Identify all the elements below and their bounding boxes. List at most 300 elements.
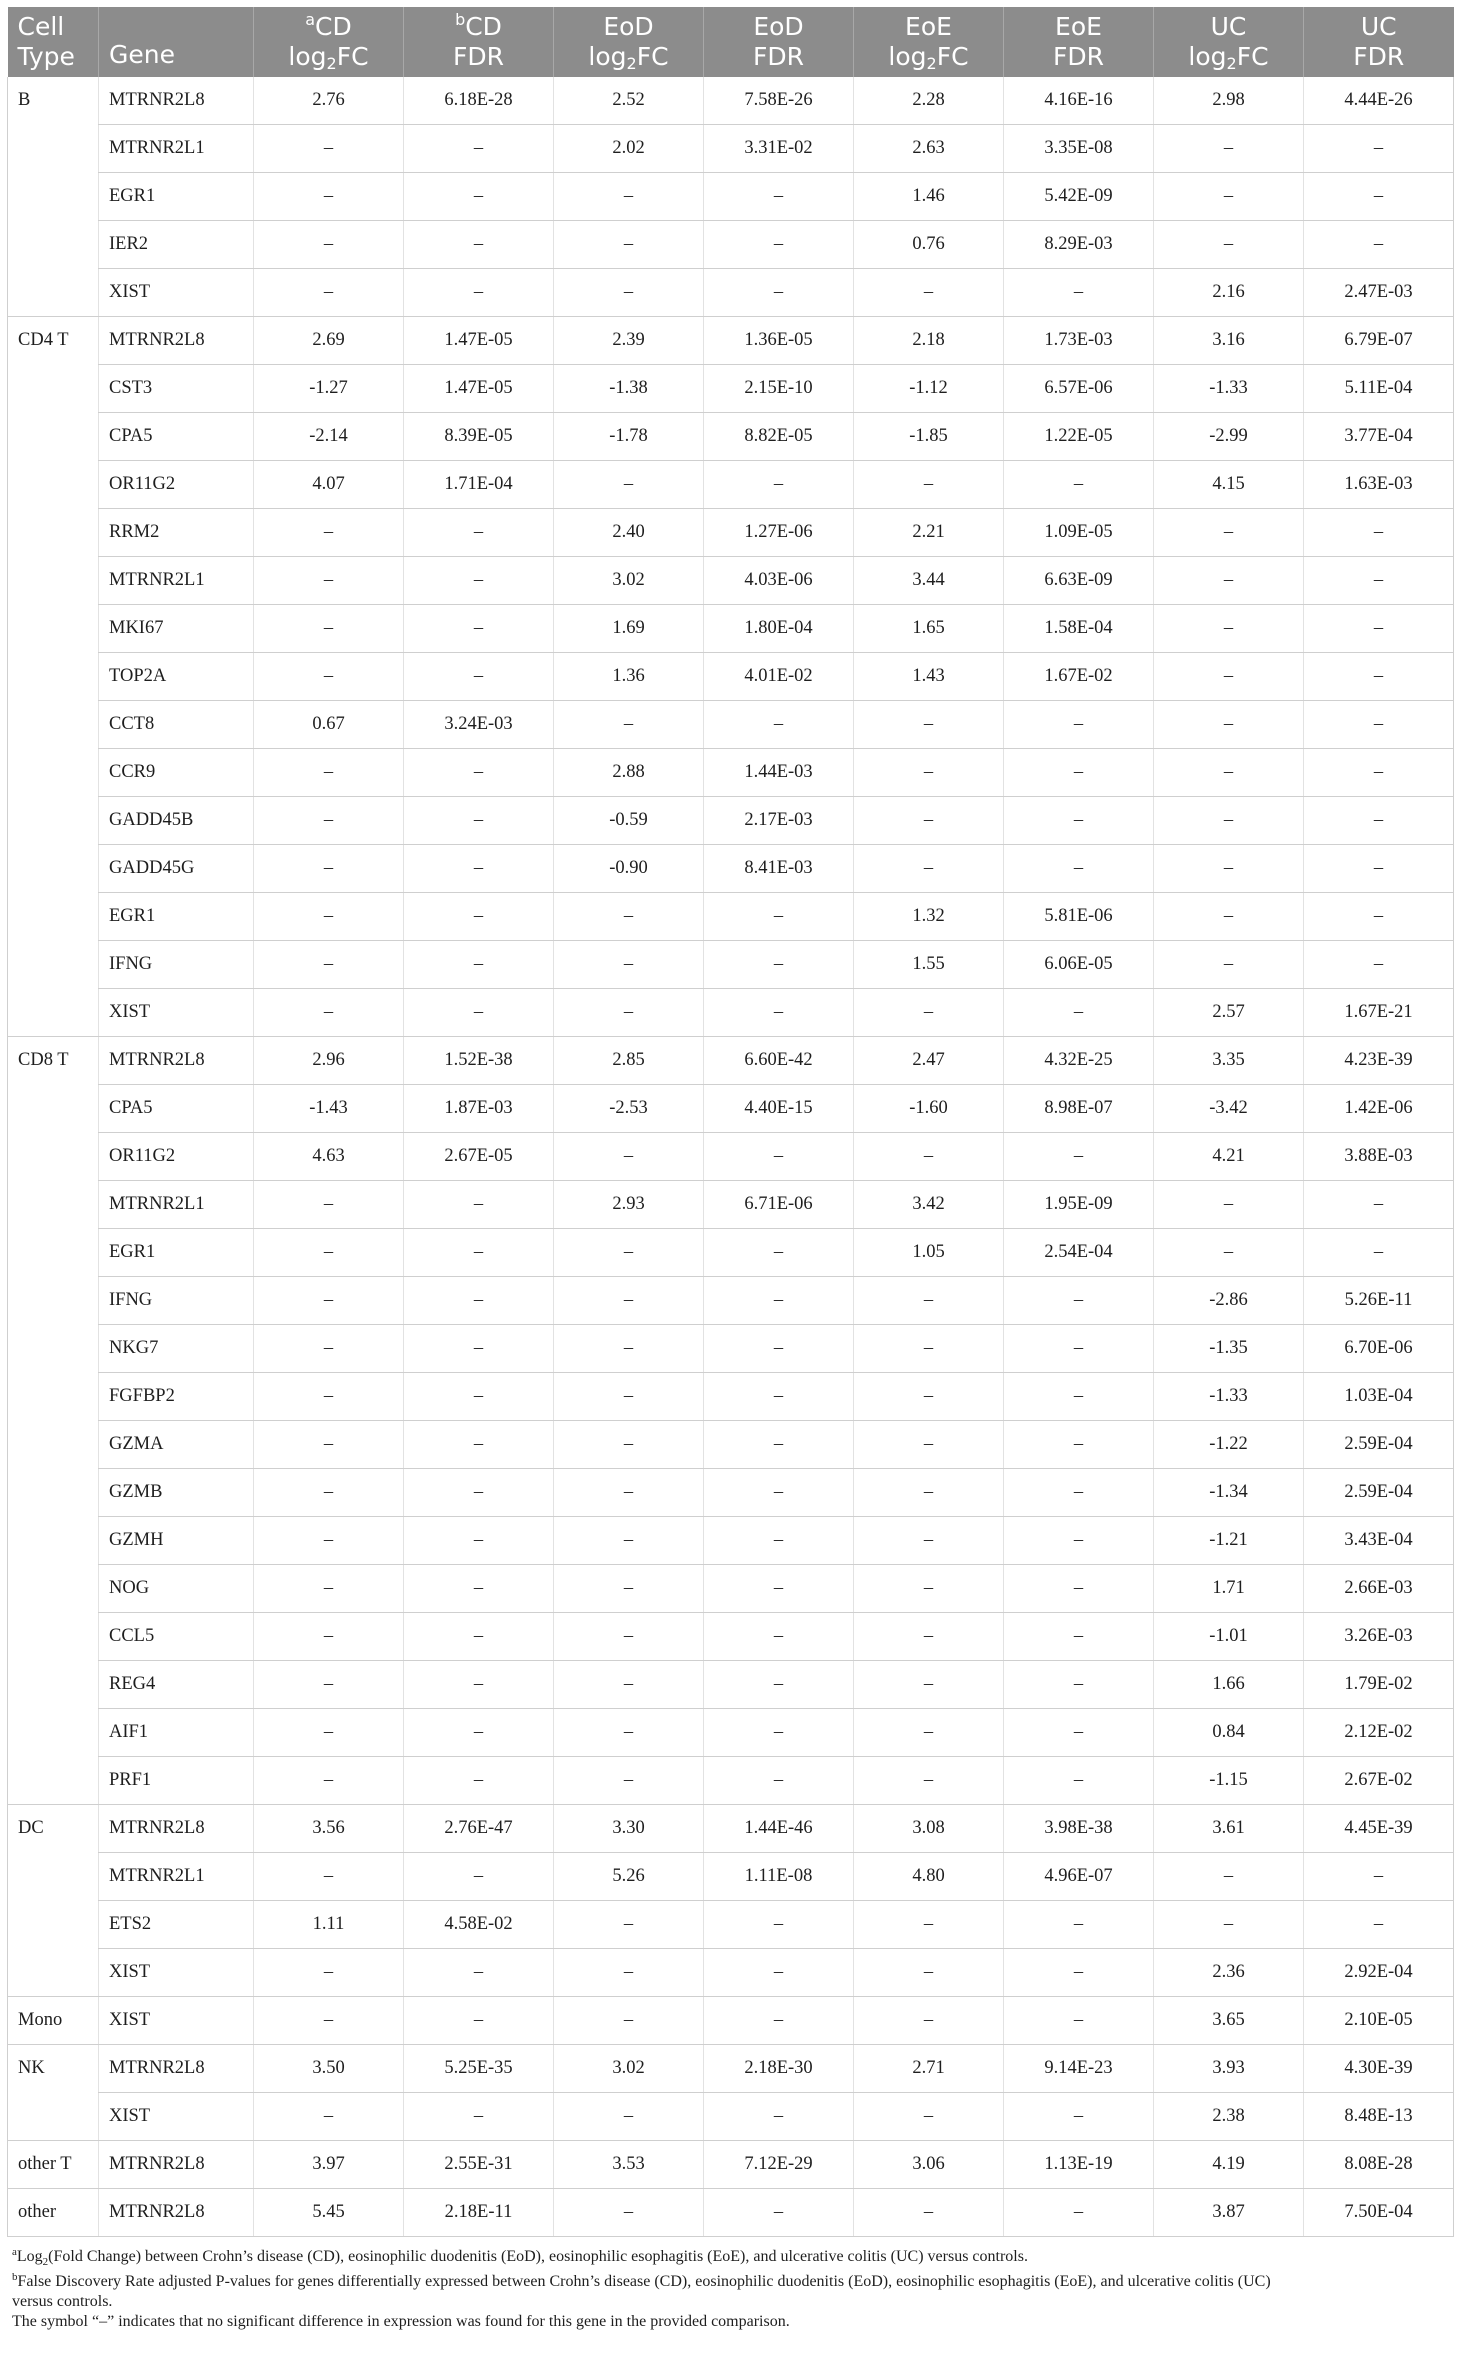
value-cell: – [1004,1661,1154,1709]
table-row [8,317,1454,365]
value-cell: 2.71 [854,2045,1004,2093]
cell-type-cell [8,941,99,989]
table-row [8,1613,1454,1661]
value-cell: – [404,1709,554,1757]
value-cell: – [1004,1949,1154,1997]
value-cell: – [854,269,1004,317]
header-uc-log2fc: UC $\log_2FC$ [1154,7,1304,77]
value-cell: – [404,1853,554,1901]
value-cell: – [404,1277,554,1325]
cell-type-cell [8,653,99,701]
value-cell: – [554,941,704,989]
cell-type-cell [8,1277,99,1325]
value-cell: 3.16 [1154,317,1304,365]
value-cell: 1.58E-04 [1004,605,1154,653]
value-cell: 4.58E-02 [404,1901,554,1949]
value-cell: 3.61 [1154,1805,1304,1853]
gene-cell: MTRNR2L8 [99,1805,254,1853]
cell-type-cell [8,749,99,797]
value-cell: – [254,845,404,893]
value-cell: 4.21 [1154,1133,1304,1181]
cell-type-cell [8,1133,99,1181]
gene-cell: GZMA [99,1421,254,1469]
value-cell: – [1004,1469,1154,1517]
value-cell: – [854,1517,1004,1565]
value-cell: – [254,1421,404,1469]
cell-type-cell [8,461,99,509]
cell-type-cell [8,173,99,221]
gene-cell: XIST [99,2093,254,2141]
value-cell: – [404,1325,554,1373]
cell-type-cell [8,1373,99,1421]
value-cell: – [254,1757,404,1805]
gene-cell: MTRNR2L1 [99,557,254,605]
value-cell: 4.07 [254,461,404,509]
table-row [8,509,1454,557]
value-cell: 1.27E-06 [704,509,854,557]
table-row [8,1229,1454,1277]
value-cell: -1.12 [854,365,1004,413]
value-cell: – [554,269,704,317]
table-row [8,1853,1454,1901]
gene-cell: EGR1 [99,893,254,941]
gene-cell: CPA5 [99,413,254,461]
value-cell: – [1004,1325,1154,1373]
value-cell: 0.76 [854,221,1004,269]
value-cell: -1.38 [554,365,704,413]
value-cell: – [1304,557,1454,605]
value-cell: 7.58E-26 [704,77,854,125]
cell-type-cell: NK [8,2045,99,2093]
cell-type-cell: Mono [8,1997,99,2045]
value-cell: 9.14E-23 [1004,2045,1154,2093]
value-cell: – [254,125,404,173]
value-cell: – [1304,797,1454,845]
table-row [8,173,1454,221]
value-cell: 3.02 [554,2045,704,2093]
value-cell: 1.47E-05 [404,365,554,413]
value-cell: – [854,2189,1004,2237]
value-cell: – [1304,173,1454,221]
cell-type-cell: other T [8,2141,99,2189]
value-cell: – [704,701,854,749]
table-row [8,2045,1454,2093]
value-cell: – [854,1949,1004,1997]
value-cell: -1.78 [554,413,704,461]
table-row [8,701,1454,749]
gene-cell: GZMB [99,1469,254,1517]
table-body [8,77,1454,2237]
table-row [8,1757,1454,1805]
value-cell: 2.10E-05 [1304,1997,1454,2045]
value-cell: -0.59 [554,797,704,845]
value-cell: 1.66 [1154,1661,1304,1709]
table-row [8,1565,1454,1613]
value-cell: 1.03E-04 [1304,1373,1454,1421]
value-cell: – [254,2093,404,2141]
value-cell: – [854,1661,1004,1709]
value-cell: 2.63 [854,125,1004,173]
value-cell: – [254,509,404,557]
value-cell: 2.15E-10 [704,365,854,413]
cell-type-cell: DC [8,1805,99,1853]
gene-cell: FGFBP2 [99,1373,254,1421]
gene-cell: MTRNR2L1 [99,125,254,173]
value-cell: – [404,1469,554,1517]
header-cell-type: Cell Type [8,7,99,77]
value-cell: – [254,1229,404,1277]
cell-type-cell [8,893,99,941]
value-cell: – [854,461,1004,509]
value-cell: 2.36 [1154,1949,1304,1997]
value-cell: – [704,461,854,509]
value-cell: – [854,1469,1004,1517]
gene-cell: EGR1 [99,1229,254,1277]
value-cell: – [1304,125,1454,173]
footnote-symbol: The symbol “–” indicates that no significant difference in expression was found for this gene in the provided comparison. [12,2313,790,2331]
value-cell: – [1154,1229,1304,1277]
value-cell: 4.01E-02 [704,653,854,701]
value-cell: – [1004,1757,1154,1805]
value-cell: – [704,941,854,989]
value-cell: – [404,557,554,605]
value-cell: 1.36E-05 [704,317,854,365]
value-cell: 5.81E-06 [1004,893,1154,941]
value-cell: – [854,1709,1004,1757]
table-row [8,1325,1454,1373]
value-cell: – [254,1325,404,1373]
value-cell: – [404,221,554,269]
value-cell: – [704,1901,854,1949]
value-cell: – [1304,749,1454,797]
value-cell: – [1004,749,1154,797]
value-cell: – [404,845,554,893]
cell-type-cell [8,125,99,173]
value-cell: – [254,173,404,221]
value-cell: – [1004,1421,1154,1469]
value-cell: – [404,941,554,989]
value-cell: -1.22 [1154,1421,1304,1469]
gene-cell: OR11G2 [99,1133,254,1181]
value-cell: 8.39E-05 [404,413,554,461]
cell-type-cell [8,1709,99,1757]
value-cell: – [404,1661,554,1709]
value-cell: – [1304,893,1454,941]
value-cell: 5.45 [254,2189,404,2237]
value-cell: 1.87E-03 [404,1085,554,1133]
value-cell: -2.53 [554,1085,704,1133]
value-cell: – [254,605,404,653]
value-cell: – [704,1565,854,1613]
value-cell: – [1004,1517,1154,1565]
value-cell: 8.08E-28 [1304,2141,1454,2189]
value-cell: – [404,1997,554,2045]
gene-cell: NKG7 [99,1325,254,1373]
value-cell: 2.18 [854,317,1004,365]
value-cell: 2.21 [854,509,1004,557]
value-cell: – [704,1613,854,1661]
value-cell: – [404,653,554,701]
value-cell: 1.13E-19 [1004,2141,1154,2189]
gene-cell: XIST [99,1949,254,1997]
table-row [8,365,1454,413]
value-cell: – [404,1949,554,1997]
value-cell: – [554,1613,704,1661]
value-cell: – [404,893,554,941]
value-cell: -1.33 [1154,365,1304,413]
value-cell: – [854,1997,1004,2045]
value-cell: – [1154,221,1304,269]
value-cell: – [554,1757,704,1805]
table-row [8,1469,1454,1517]
value-cell: 3.42 [854,1181,1004,1229]
cell-type-cell [8,2093,99,2141]
value-cell: 6.06E-05 [1004,941,1154,989]
value-cell: – [254,1709,404,1757]
value-cell: – [404,1757,554,1805]
gene-cell: GADD45G [99,845,254,893]
cell-type-cell [8,1325,99,1373]
value-cell: 2.85 [554,1037,704,1085]
value-cell: 1.11 [254,1901,404,1949]
value-cell: 1.79E-02 [1304,1661,1454,1709]
gene-cell: RRM2 [99,509,254,557]
value-cell: – [704,173,854,221]
value-cell: 6.57E-06 [1004,365,1154,413]
cell-type-cell [8,989,99,1037]
value-cell: 1.67E-02 [1004,653,1154,701]
footnotes [7,2247,1453,2332]
value-cell: 3.88E-03 [1304,1133,1454,1181]
cell-type-cell [8,797,99,845]
cell-type-cell [8,1613,99,1661]
value-cell: – [1304,845,1454,893]
footnote-a: $^a$Log$_2$(Fold Change) between Crohn’s disease (CD), eosinophilic duodenitis (EoD), eosinophilic esophagitis (EoE), and ulcerative colitis (UC) versus controls. [12,2246,1028,2269]
value-cell: 4.30E-39 [1304,2045,1454,2093]
value-cell: – [1304,221,1454,269]
value-cell: – [554,1469,704,1517]
gene-cell: ETS2 [99,1901,254,1949]
value-cell: – [254,749,404,797]
value-cell: 2.18E-11 [404,2189,554,2237]
value-cell: 2.16 [1154,269,1304,317]
value-cell: – [1304,653,1454,701]
table-row [8,1949,1454,1997]
value-cell: 4.45E-39 [1304,1805,1454,1853]
value-cell: – [1304,605,1454,653]
value-cell: -1.21 [1154,1517,1304,1565]
value-cell: – [1154,173,1304,221]
table-row [8,1661,1454,1709]
value-cell: 5.25E-35 [404,2045,554,2093]
value-cell: 6.18E-28 [404,77,554,125]
value-cell: – [404,1421,554,1469]
value-cell: 1.11E-08 [704,1853,854,1901]
value-cell: 2.28 [854,77,1004,125]
value-cell: – [1154,797,1304,845]
value-cell: – [254,1661,404,1709]
value-cell: – [254,1517,404,1565]
value-cell: 7.50E-04 [1304,2189,1454,2237]
value-cell: – [1004,701,1154,749]
value-cell: – [1154,941,1304,989]
value-cell: 1.32 [854,893,1004,941]
cell-type-cell: CD8 T [8,1037,99,1085]
value-cell: -1.35 [1154,1325,1304,1373]
value-cell: 2.47E-03 [1304,269,1454,317]
gene-cell: XIST [99,1997,254,2045]
cell-type-cell [8,1229,99,1277]
gene-cell: MTRNR2L8 [99,2141,254,2189]
value-cell: -2.86 [1154,1277,1304,1325]
value-cell: – [404,125,554,173]
table-row [8,1805,1454,1853]
value-cell: – [254,1997,404,2045]
value-cell: 1.80E-04 [704,605,854,653]
document [7,7,1453,2332]
value-cell: – [404,1373,554,1421]
value-cell: 2.98 [1154,77,1304,125]
value-cell: – [1004,1277,1154,1325]
table-row [8,2189,1454,2237]
value-cell: – [554,2093,704,2141]
cell-type-cell [8,845,99,893]
value-cell: – [1304,1229,1454,1277]
value-cell: 1.46 [854,173,1004,221]
table-row [8,2093,1454,2141]
value-cell: -1.15 [1154,1757,1304,1805]
value-cell: 2.67E-05 [404,1133,554,1181]
value-cell: 2.76 [254,77,404,125]
value-cell: – [404,2093,554,2141]
table-row [8,749,1454,797]
cell-type-cell [8,1469,99,1517]
value-cell: 2.55E-31 [404,2141,554,2189]
value-cell: – [1304,1901,1454,1949]
cell-type-cell [8,413,99,461]
gene-cell: CCR9 [99,749,254,797]
table-row [8,77,1454,125]
value-cell: – [854,1277,1004,1325]
value-cell: – [254,1469,404,1517]
gene-cell: XIST [99,269,254,317]
value-cell: – [1304,941,1454,989]
value-cell: 2.52 [554,77,704,125]
value-cell: 4.80 [854,1853,1004,1901]
value-cell: – [554,893,704,941]
cell-type-cell [8,1421,99,1469]
value-cell: – [554,173,704,221]
table-row [8,893,1454,941]
value-cell: 8.41E-03 [704,845,854,893]
value-cell: – [1004,1373,1154,1421]
value-cell: 1.71E-04 [404,461,554,509]
gene-cell: IER2 [99,221,254,269]
value-cell: 1.36 [554,653,704,701]
value-cell: 8.29E-03 [1004,221,1154,269]
table-row [8,269,1454,317]
value-cell: -0.90 [554,845,704,893]
header-eod-fdr: EoD FDR [704,7,854,77]
table-row [8,1037,1454,1085]
cell-type-cell [8,1661,99,1709]
gene-cell: MTRNR2L8 [99,317,254,365]
value-cell: – [1304,1853,1454,1901]
value-cell: – [704,893,854,941]
value-cell: 2.17E-03 [704,797,854,845]
value-cell: 1.55 [854,941,1004,989]
gene-cell: MTRNR2L1 [99,1181,254,1229]
value-cell: 3.35 [1154,1037,1304,1085]
gene-cell: IFNG [99,941,254,989]
value-cell: – [554,461,704,509]
value-cell: – [554,1709,704,1757]
value-cell: 1.67E-21 [1304,989,1454,1037]
table-row [8,413,1454,461]
gene-cell: MTRNR2L8 [99,2045,254,2093]
value-cell: – [254,221,404,269]
gene-cell: MKI67 [99,605,254,653]
header-eoe-log2fc: EoE $\log_2FC$ [854,7,1004,77]
value-cell: – [254,1277,404,1325]
value-cell: 1.52E-38 [404,1037,554,1085]
cell-type-cell [8,1949,99,1997]
value-cell: – [854,1133,1004,1181]
value-cell: 3.08 [854,1805,1004,1853]
value-cell: 2.76E-47 [404,1805,554,1853]
gene-cell: EGR1 [99,173,254,221]
value-cell: 3.06 [854,2141,1004,2189]
value-cell: – [1304,1181,1454,1229]
table-row [8,1373,1454,1421]
value-cell: – [254,1565,404,1613]
value-cell: -1.27 [254,365,404,413]
header-eoe-fdr: EoE FDR [1004,7,1154,77]
table-row [8,797,1454,845]
value-cell: – [1004,845,1154,893]
value-cell: -1.60 [854,1085,1004,1133]
value-cell: 2.54E-04 [1004,1229,1154,1277]
cell-type-cell [8,1517,99,1565]
value-cell: – [554,1229,704,1277]
value-cell: – [854,749,1004,797]
table-row [8,1421,1454,1469]
cell-type-cell [8,365,99,413]
cell-type-cell [8,509,99,557]
gene-cell: REG4 [99,1661,254,1709]
value-cell: 1.47E-05 [404,317,554,365]
value-cell: 6.71E-06 [704,1181,854,1229]
cell-type-cell: other [8,2189,99,2237]
table-row [8,557,1454,605]
value-cell: – [254,269,404,317]
table-row [8,1997,1454,2045]
value-cell: – [1004,1613,1154,1661]
cell-type-cell [8,269,99,317]
value-cell: – [554,989,704,1037]
value-cell: – [704,1277,854,1325]
value-cell: 2.88 [554,749,704,797]
value-cell: 3.26E-03 [1304,1613,1454,1661]
table-row [8,653,1454,701]
footnote-b: $^b$False Discovery Rate adjusted P-values for genes differentially expressed between Crohn’s disease (CD), eosinophilic duodenitis (EoD), eosinophilic esophagitis (EoE), and ulcerative colitis (UC) [12,2271,1271,2291]
value-cell: 3.31E-02 [704,125,854,173]
value-cell: 1.65 [854,605,1004,653]
gene-cell: GADD45B [99,797,254,845]
gene-cell: AIF1 [99,1709,254,1757]
value-cell: – [854,845,1004,893]
value-cell: 3.65 [1154,1997,1304,2045]
